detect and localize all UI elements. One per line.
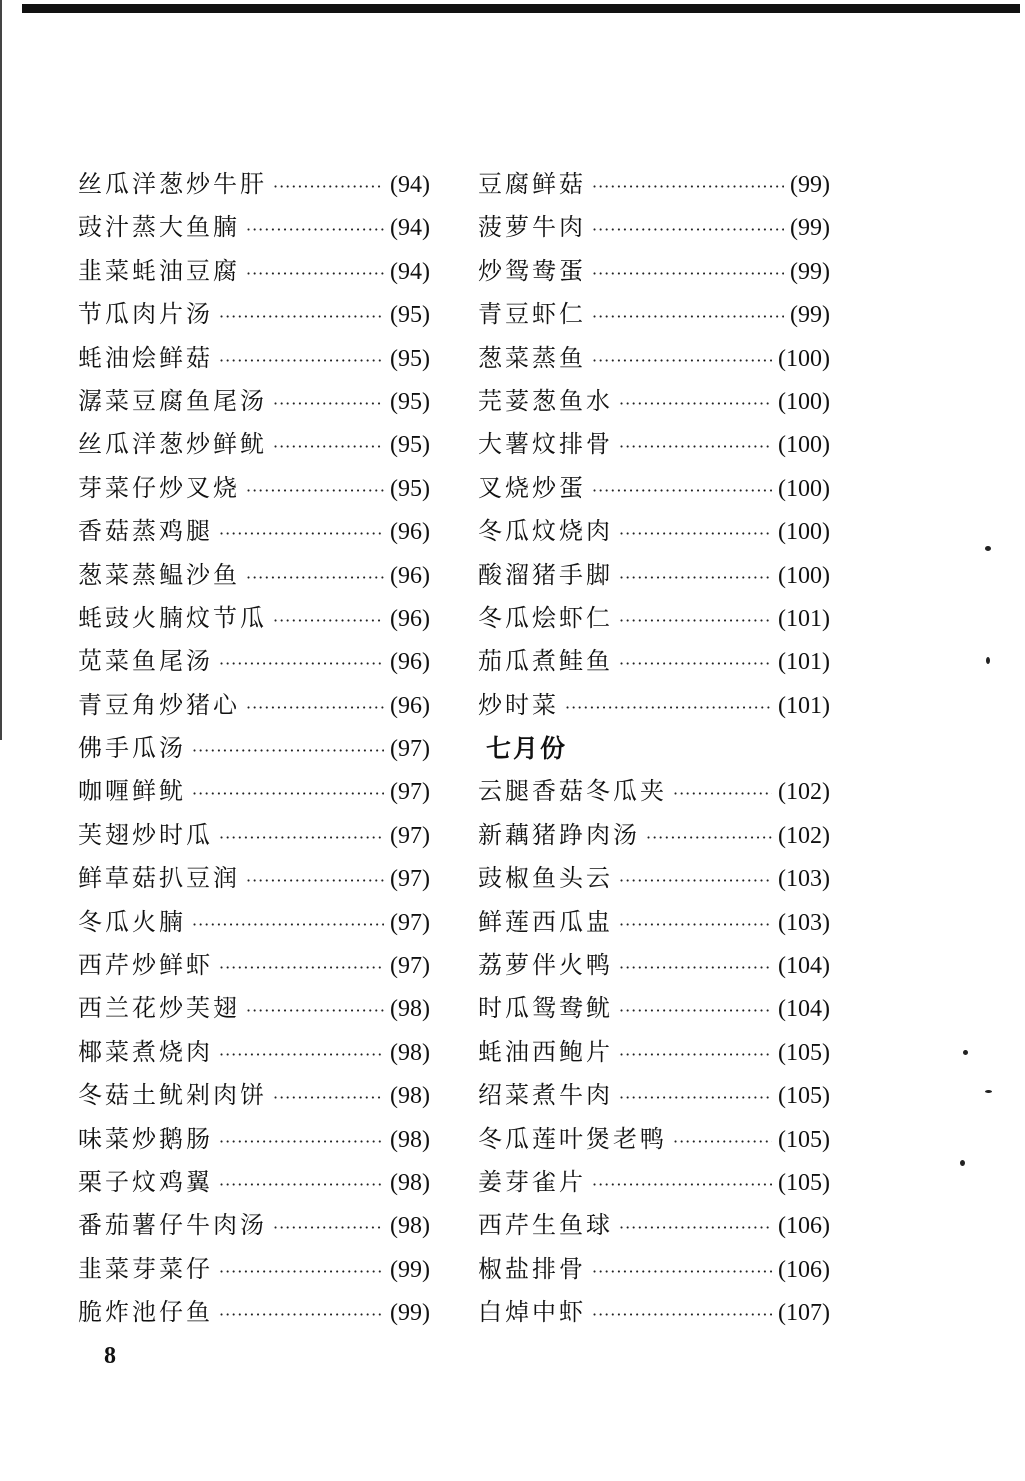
dot-leader [219, 1293, 384, 1336]
toc-entry [478, 1118, 830, 1161]
entry-page-number: (94) [390, 172, 430, 198]
toc-entry [478, 250, 830, 293]
toc-entry [478, 163, 830, 206]
dot-leader [219, 816, 384, 859]
toc-entry [478, 510, 830, 553]
toc-entry [78, 510, 430, 553]
page-number: 8 [104, 1343, 116, 1369]
entry-page-number: (105) [778, 1083, 830, 1110]
entry-title: 芽菜仔炒叉烧 [78, 473, 240, 502]
entry-title: 白焯中虾 [478, 1298, 586, 1327]
scan-speck [963, 1050, 968, 1055]
entry-page-number: (105) [778, 1039, 830, 1066]
entry-page-number: (99) [790, 172, 830, 198]
dot-leader [273, 165, 384, 208]
dot-leader [673, 1120, 772, 1163]
dot-leader [273, 1206, 384, 1249]
dot-leader [192, 772, 384, 815]
entry-title: 脆炸池仔鱼 [78, 1298, 213, 1327]
entry-title: 葱菜蒸鱼 [478, 343, 586, 372]
entry-page-number: (100) [778, 562, 830, 589]
toc-entry [78, 554, 430, 597]
entry-page-number: (102) [778, 822, 830, 849]
toc-entry [478, 1161, 830, 1204]
dot-leader [219, 642, 384, 685]
dot-leader [246, 556, 384, 599]
entry-title: 咖喱鲜鱿 [78, 777, 186, 806]
entry-title: 豉椒鱼头云 [478, 864, 613, 893]
toc-entry [478, 1291, 830, 1334]
top-border-rule [22, 4, 1020, 13]
toc-entry [478, 857, 830, 900]
entry-page-number: (106) [778, 1213, 830, 1240]
dot-leader [273, 1076, 384, 1119]
entry-page-number: (97) [390, 866, 430, 893]
entry-title: 茄瓜煮鲑鱼 [478, 647, 613, 676]
toc-entry [78, 1118, 430, 1161]
entry-page-number: (100) [778, 345, 830, 372]
entry-title: 节瓜肉片汤 [78, 300, 213, 329]
entry-page-number: (97) [390, 736, 430, 763]
entry-title: 豆腐鲜菇 [478, 170, 586, 198]
dot-leader [565, 686, 772, 729]
entry-page-number: (96) [390, 692, 430, 719]
dot-leader [246, 469, 384, 512]
entry-title: 冬瓜莲叶煲老鸭 [478, 1124, 667, 1153]
dot-leader [219, 1033, 384, 1076]
entry-page-number: (97) [390, 909, 430, 936]
entry-page-number: (104) [778, 996, 830, 1023]
toc-entry [78, 1248, 430, 1291]
dot-leader [592, 295, 784, 338]
toc-entry [78, 206, 430, 249]
entry-page-number: (103) [778, 909, 830, 936]
toc-entry [478, 423, 830, 466]
toc-right-column [478, 163, 830, 1335]
toc-entry [478, 206, 830, 249]
entry-title: 葱菜蒸鳁沙鱼 [78, 560, 240, 589]
entry-title: 云腿香菇冬瓜夹 [478, 777, 667, 806]
toc-entry [478, 640, 830, 683]
entry-title: 绍菜煮牛肉 [478, 1081, 613, 1110]
entry-page-number: (96) [390, 562, 430, 589]
dot-leader [219, 339, 384, 382]
entry-title: 西兰花炒芙翅 [78, 994, 240, 1023]
dot-leader [273, 382, 384, 425]
dot-leader [592, 208, 784, 251]
dot-leader [592, 252, 784, 295]
dot-leader [619, 1033, 772, 1076]
entry-title: 冬瓜烩虾仁 [478, 603, 613, 632]
entry-title: 青豆虾仁 [478, 300, 586, 329]
entry-title: 栗子炆鸡翼 [78, 1167, 213, 1196]
toc-entry [78, 163, 430, 206]
entry-title: 味菜炒鹅肠 [78, 1124, 213, 1153]
dot-leader [219, 512, 384, 555]
entry-title: 青豆角炒猪心 [78, 690, 240, 719]
entry-title: 冬菇土鱿剁肉饼 [78, 1081, 267, 1110]
dot-leader [592, 469, 772, 512]
entry-title: 冬瓜火腩 [78, 907, 186, 936]
toc-entry [478, 467, 830, 510]
entry-title: 椰菜煮烧肉 [78, 1037, 213, 1066]
dot-leader [619, 1206, 772, 1249]
entry-page-number: (101) [778, 692, 830, 719]
toc-entry [478, 684, 830, 727]
entry-title: 荔萝伴火鸭 [478, 951, 613, 980]
toc-entry [78, 597, 430, 640]
toc-entry [478, 814, 830, 857]
dot-leader [673, 772, 772, 815]
dot-leader [592, 339, 772, 382]
toc-entry [78, 1291, 430, 1334]
entry-page-number: (94) [390, 215, 430, 242]
entry-title: 蚝油烩鲜菇 [78, 343, 213, 372]
scan-speck [985, 546, 991, 551]
dot-leader [192, 729, 384, 772]
toc-entry [78, 1031, 430, 1074]
entry-page-number: (100) [778, 432, 830, 459]
entry-title: 丝瓜洋葱炒鲜鱿 [78, 430, 267, 459]
entry-page-number: (96) [390, 649, 430, 676]
dot-leader [619, 382, 772, 425]
toc-entry [478, 1074, 830, 1117]
entry-page-number: (97) [390, 822, 430, 849]
entry-page-number: (95) [390, 302, 430, 329]
entry-title: 炒时菜 [478, 690, 559, 719]
toc-entry [78, 727, 430, 770]
entry-page-number: (99) [390, 1256, 430, 1283]
entry-page-number: (94) [390, 258, 430, 285]
toc-entry [78, 250, 430, 293]
toc-entry [78, 640, 430, 683]
entry-page-number: (98) [390, 1213, 430, 1240]
entry-page-number: (96) [390, 519, 430, 546]
entry-title: 香菇蒸鸡腿 [78, 517, 213, 546]
entry-page-number: (99) [390, 1300, 430, 1327]
entry-page-number: (98) [390, 1169, 430, 1196]
dot-leader [619, 642, 772, 685]
entry-title: 大薯炆排骨 [478, 430, 613, 459]
entry-title: 蚝油西鲍片 [478, 1037, 613, 1066]
entry-page-number: (97) [390, 953, 430, 980]
entry-title: 韭菜芽菜仔 [78, 1254, 213, 1283]
toc-entry [78, 901, 430, 944]
entry-page-number: (106) [778, 1256, 830, 1283]
toc-entry [78, 1161, 430, 1204]
entry-title: 椒盐排骨 [478, 1254, 586, 1283]
entry-page-number: (107) [778, 1300, 830, 1327]
entry-page-number: (98) [390, 1039, 430, 1066]
toc-entry [78, 770, 430, 813]
toc-entry [78, 987, 430, 1030]
entry-title: 佛手瓜汤 [78, 734, 186, 763]
dot-leader [619, 989, 772, 1032]
scan-left-edge [0, 0, 2, 740]
entry-page-number: (101) [778, 649, 830, 676]
toc-entry [78, 337, 430, 380]
toc-entry [478, 770, 830, 813]
toc-entry [78, 467, 430, 510]
dot-leader [219, 1120, 384, 1163]
entry-page-number: (95) [390, 475, 430, 502]
entry-title: 姜芽雀片 [478, 1167, 586, 1196]
toc-entry [478, 380, 830, 423]
entry-page-number: (103) [778, 866, 830, 893]
entry-title: 叉烧炒蛋 [478, 473, 586, 502]
entry-title: 炒鸳鸯蛋 [478, 256, 586, 285]
entry-page-number: (98) [390, 1126, 430, 1153]
entry-title: 丝瓜洋葱炒牛肝 [78, 170, 267, 198]
dot-leader [619, 425, 772, 468]
entry-page-number: (104) [778, 953, 830, 980]
toc-entry [478, 1031, 830, 1074]
entry-title: 豉汁蒸大鱼腩 [78, 213, 240, 242]
dot-leader [646, 816, 772, 859]
dot-leader [619, 903, 772, 946]
entry-title: 菠萝牛肉 [478, 213, 586, 242]
entry-page-number: (99) [790, 215, 830, 242]
entry-page-number: (100) [778, 519, 830, 546]
dot-leader [219, 1250, 384, 1293]
entry-page-number: (99) [790, 258, 830, 285]
entry-page-number: (96) [390, 605, 430, 632]
toc-entry [78, 684, 430, 727]
scan-speck [986, 657, 990, 664]
toc-entry [78, 293, 430, 336]
entry-page-number: (100) [778, 475, 830, 502]
toc-entry [78, 423, 430, 466]
dot-leader [619, 599, 772, 642]
scan-speck [985, 1090, 992, 1093]
toc-entry [478, 554, 830, 597]
toc-entry [78, 380, 430, 423]
toc-entry [478, 293, 830, 336]
entry-page-number: (98) [390, 996, 430, 1023]
toc-left-column [78, 163, 430, 1335]
dot-leader [219, 1163, 384, 1206]
dot-leader [619, 859, 772, 902]
dot-leader [219, 295, 384, 338]
dot-leader [619, 946, 772, 989]
entry-title: 冬瓜炆烧肉 [478, 517, 613, 546]
entry-page-number: (98) [390, 1083, 430, 1110]
entry-page-number: (102) [778, 779, 830, 806]
scan-speck [960, 1160, 965, 1166]
toc-entry [78, 857, 430, 900]
toc-entry [78, 1074, 430, 1117]
entry-page-number: (105) [778, 1169, 830, 1196]
entry-title: 鲜莲西瓜盅 [478, 907, 613, 936]
toc-entry [478, 944, 830, 987]
toc-entry [478, 337, 830, 380]
dot-leader [592, 1163, 772, 1206]
entry-title: 番茄薯仔牛肉汤 [78, 1211, 267, 1240]
entry-page-number: (99) [790, 302, 830, 329]
section-heading: 七月份 [486, 734, 568, 764]
entry-title: 新藕猪踭肉汤 [478, 820, 640, 849]
entry-page-number: (101) [778, 605, 830, 632]
toc-entry [478, 597, 830, 640]
dot-leader [592, 165, 784, 208]
dot-leader [273, 425, 384, 468]
entry-page-number: (95) [390, 388, 430, 415]
entry-title: 西芹生鱼球 [478, 1211, 613, 1240]
entry-title: 酸溜猪手脚 [478, 560, 613, 589]
toc-entry [478, 987, 830, 1030]
dot-leader [246, 989, 384, 1032]
dot-leader [592, 1293, 772, 1336]
entry-page-number: (97) [390, 779, 430, 806]
dot-leader [246, 859, 384, 902]
entry-title: 西芹炒鲜虾 [78, 951, 213, 980]
entry-title: 时瓜鸳鸯鱿 [478, 994, 613, 1023]
entry-title: 芙翅炒时瓜 [78, 820, 213, 849]
entry-page-number: (95) [390, 345, 430, 372]
dot-leader [619, 512, 772, 555]
dot-leader [246, 208, 384, 251]
entry-title: 苋菜鱼尾汤 [78, 647, 213, 676]
toc-entry [78, 944, 430, 987]
toc-entry [478, 901, 830, 944]
dot-leader [273, 599, 384, 642]
toc-entry [78, 1204, 430, 1247]
entry-title: 潺菜豆腐鱼尾汤 [78, 386, 267, 415]
entry-title: 韭菜蚝油豆腐 [78, 256, 240, 285]
dot-leader [246, 686, 384, 729]
toc-entry [478, 1248, 830, 1291]
dot-leader [246, 252, 384, 295]
entry-title: 芫荽葱鱼水 [478, 386, 613, 415]
entry-title: 蚝豉火腩炆节瓜 [78, 603, 267, 632]
dot-leader [592, 1250, 772, 1293]
dot-leader [619, 556, 772, 599]
dot-leader [619, 1076, 772, 1119]
dot-leader [192, 903, 384, 946]
entry-page-number: (100) [778, 388, 830, 415]
dot-leader [219, 946, 384, 989]
toc-entry [78, 814, 430, 857]
toc-entry [478, 1204, 830, 1247]
entry-title: 鲜草菇扒豆润 [78, 864, 240, 893]
entry-page-number: (95) [390, 432, 430, 459]
entry-page-number: (105) [778, 1126, 830, 1153]
